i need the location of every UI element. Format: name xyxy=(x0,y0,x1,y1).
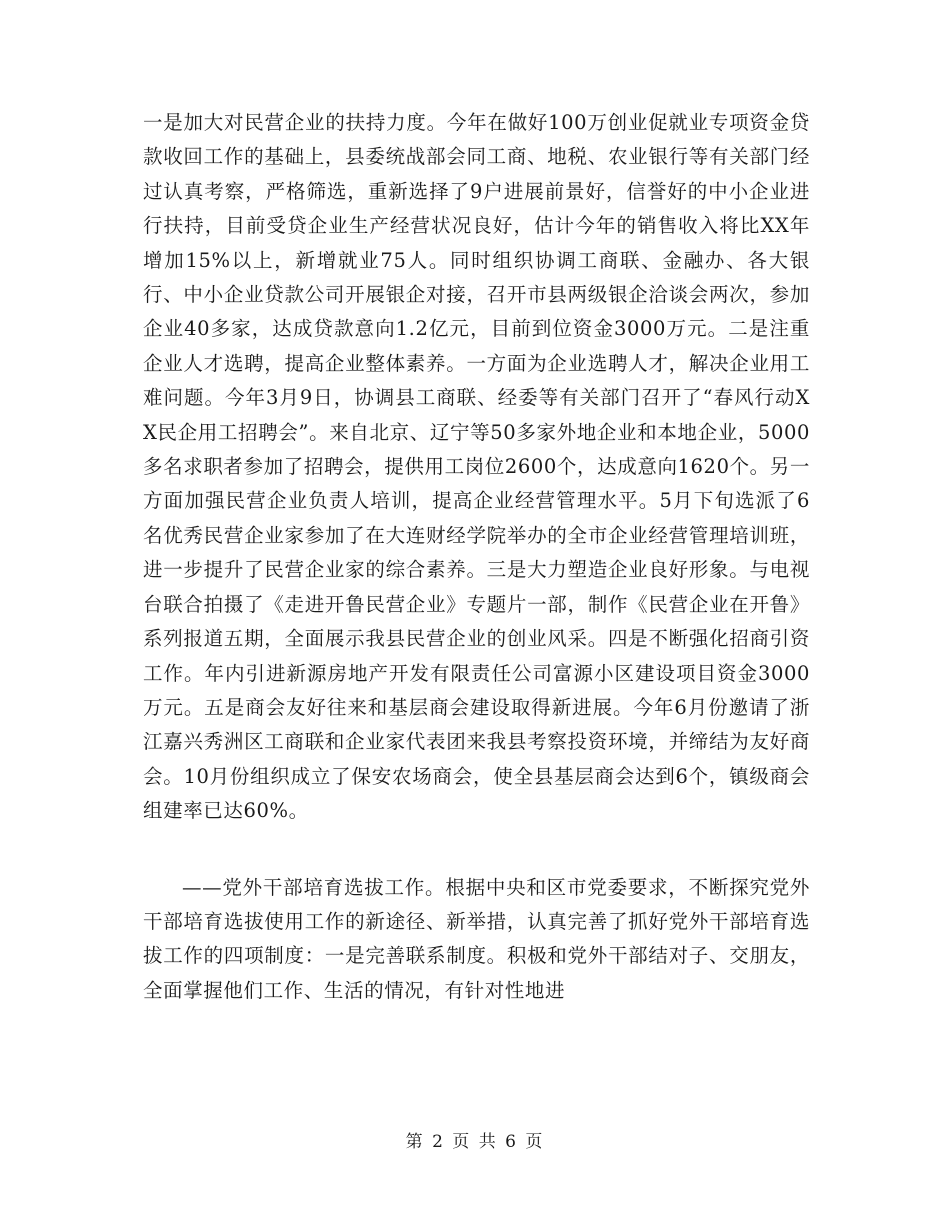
paragraph-spacer xyxy=(143,829,810,871)
paragraph-private-enterprise-support: 一是加大对民营企业的扶持力度。今年在做好100万创业促就业专项资金贷款收回工作的基础上，县委统战部会同工商、地税、农业银行等有关部门经过认真考察，严格筛选，重新选择了9户进展前景好，信誉好的中小企业进行扶持，目前受贷企业生产经营状况良好，估计今年的销售收入将比XX年增加15%以上，新增就业75人。同时组织协调工商联、金融办、各大银行、中小企业贷款公司开展银企对接，召开市县两级银企洽谈会两次，参加企业40多家，达成贷款意向1.2亿元，目前到位资金3000万元。二是注重企业人才选聘，提高企业整体素养。一方面为企业选聘人才，解决企业用工难问题。今年3月9日，协调县工商联、经委等有关部门召开了“春风行动XX民企用工招聘会”。来自北京、辽宁等50多家外地企业和本地企业，5000多名求职者参加了招聘会，提供用工岗位2600个，达成意向1620个。另一方面加强民营企业负责人培训，提高企业经营管理水平。5月下旬选派了6名优秀民营企业家参加了在大连财经学院举办的全市企业经营管理培训班，进一步提升了民营企业家的综合素养。三是大力塑造企业良好形象。与电视台联合拍摄了《走进开鲁民营企业》专题片一部，制作《民营企业在开鲁》系列报道五期，全面展示我县民营企业的创业风采。四是不断强化招商引资工作。年内引进新源房地产开发有限责任公司富源小区建设项目资金3000万元。五是商会友好往来和基层商会建设取得新进展。今年6月份邀请了浙江嘉兴秀洲区工商联和企业家代表团来我县考察投资环境，并缔结为友好商会。10月份组织成立了保安农场商会，使全县基层商会达到6个，镇级商会组建率已达60%。 xyxy=(143,111,810,823)
paragraph-non-party-cadre-training: ——党外干部培育选拔工作。根据中央和区市党委要求，不断探究党外干部培育选拔使用工作的新途径、新举措，认真完善了抓好党外干部培育选拔工作的四项制度：一是完善联系制度。积极和党外干部结对子、交朋友，全面掌握他们工作、生活的情况，有针对性地进 xyxy=(143,875,810,1002)
page-number-footer: 第 2 页 共 6 页 xyxy=(405,1132,545,1152)
document-body xyxy=(143,106,810,1008)
